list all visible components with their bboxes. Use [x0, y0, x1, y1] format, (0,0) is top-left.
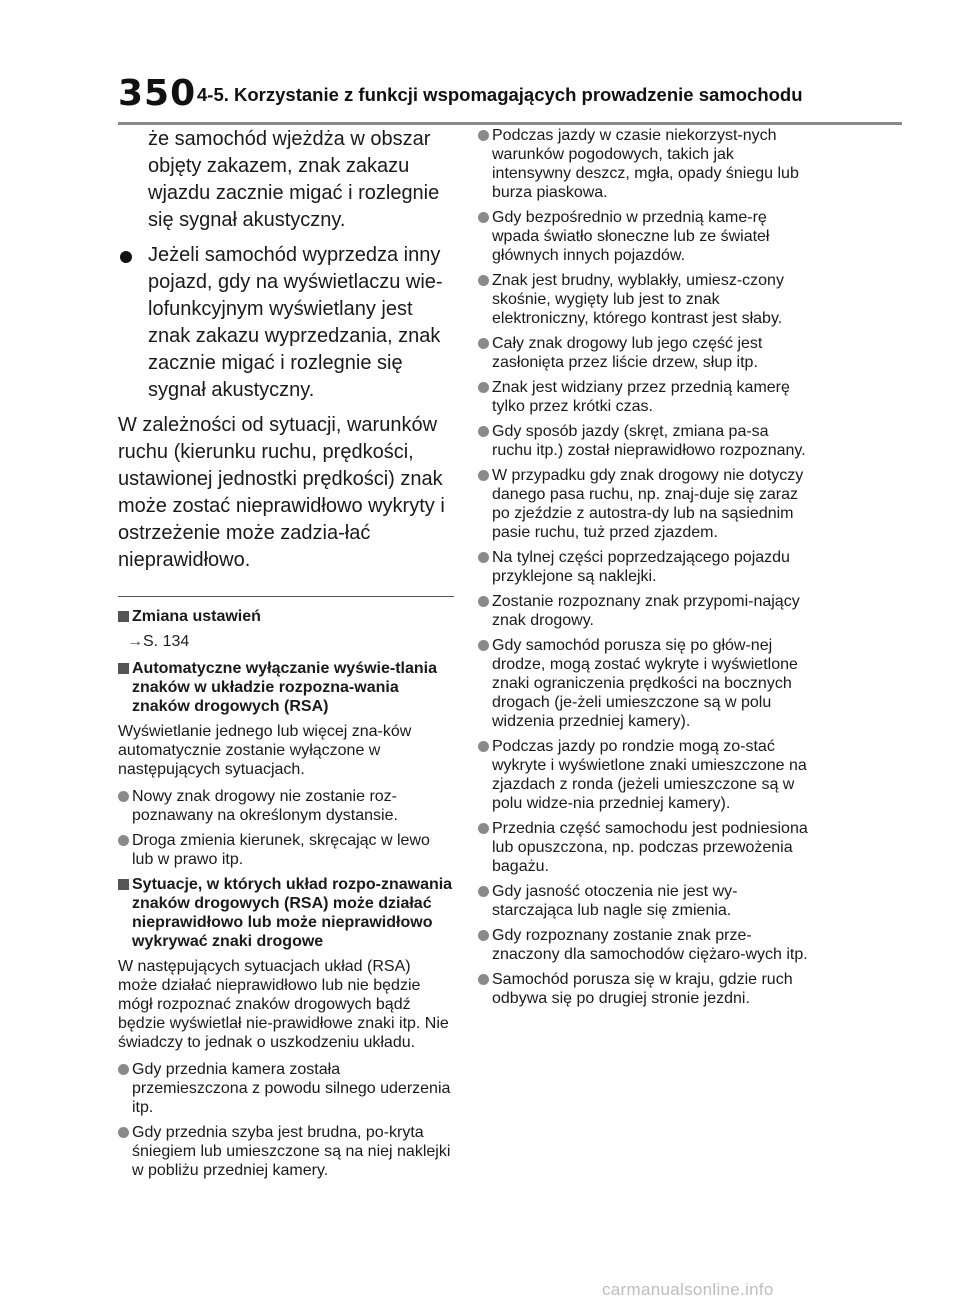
bullet-overtake	[118, 242, 454, 404]
list-item: Zostanie rozpoznany znak przypomi-nający znak drogowy.	[478, 592, 808, 630]
page-number: 350	[118, 73, 197, 114]
list-item: W przypadku gdy znak drogowy nie dotyczy danego pasa ruchu, np. znaj-duje się zaraz po zjeździe z autostra-dy lub na sąsiednim pasie ruchu, tuż przed zjazdem.	[478, 466, 808, 542]
square-bullet-icon	[118, 663, 129, 674]
left-column	[118, 126, 454, 1186]
bullet-icon	[478, 426, 489, 437]
header-divider	[118, 122, 902, 125]
square-bullet-icon	[118, 879, 129, 890]
bullet-icon	[478, 974, 489, 985]
bullet-icon	[118, 1064, 129, 1075]
bullet-icon	[118, 835, 129, 846]
bullet-overtake-text: Jeżeli samochód wyprzedza inny pojazd, gdy na wyświetlaczu wie-lofunkcyjnym wyświetlany jest znak zakazu wyprzedzania, znak zacznie migać i rozlegnie się sygnał akustyczny.	[148, 244, 443, 401]
square-bullet-icon	[118, 611, 129, 622]
auto-off-paragraph: Wyświetlanie jednego lub więcej zna-ków automatycznie zostanie wyłączone w następujących sytuacjach.	[118, 723, 412, 778]
bullet-icon	[478, 130, 489, 141]
section-settings-heading: Zmiana ustawień	[118, 607, 454, 626]
list-item: Gdy bezpośrednio w przednią kame-rę wpada światło słoneczne lub ze świateł głównych innych pojazdów.	[478, 208, 808, 265]
list-item: Na tylnej części poprzedzającego pojazdu przyklejone są naklejki.	[478, 548, 808, 586]
bullet-icon	[478, 823, 489, 834]
bullet-icon	[118, 1127, 129, 1138]
page-reference[interactable]: →S. 134	[127, 633, 190, 650]
bullet-icon	[478, 212, 489, 223]
arrow-right-icon: →	[127, 633, 143, 650]
small-text-block	[118, 607, 454, 1180]
large-text-block	[118, 126, 454, 574]
chapter-title: 4-5. Korzystanie z funkcji wspomagających prowadzenie samochodu	[197, 84, 803, 105]
malfunction-paragraph: W następujących sytuacjach układ (RSA) może działać nieprawidłowo lub nie będzie mógł rozpoznać znaków drogowych bądź będzie wyświetlał nie-prawidłowe znaki itp. Nie świadczy to jednak o uszkodzeniu układu.	[118, 958, 449, 1051]
list-item: Podczas jazdy w czasie niekorzyst-nych warunków pogodowych, takich jak intensywny deszcz, mgła, opady śniegu lub burza piaskowa.	[478, 126, 808, 202]
bullet-icon	[478, 338, 489, 349]
list-item: Droga zmienia kierunek, skręcając w lewo lub w prawo itp.	[118, 831, 454, 869]
bullet-icon	[478, 552, 489, 563]
bullet-icon	[478, 886, 489, 897]
list-item: Gdy samochód porusza się po głów-nej drodze, mogą zostać wykryte i wyświetlone znaki ograniczenia prędkości na bocznych drogach (je-żeli umieszczone są w polu widzenia przedniej kamery).	[478, 636, 808, 731]
section-auto-off-heading: Automatyczne wyłączanie wyświe-tlania znaków w układzie rozpozna-wania znaków drogowych (RSA)	[118, 659, 454, 716]
list-item: Gdy jasność otoczenia nie jest wy-starczająca lub nagle się zmienia.	[478, 882, 808, 920]
bullet-icon	[478, 741, 489, 752]
bullet-icon	[478, 930, 489, 941]
detection-paragraph: W zależności od sytuacji, warunków ruchu (kierunku ruchu, prędkości, ustawionej jednostki prędkości) znak może zostać nieprawidłowo wykryty i ostrzeżenie może zadzia-łać nieprawidłowo.	[118, 414, 445, 571]
bullet-icon	[478, 596, 489, 607]
bullet-icon	[478, 275, 489, 286]
list-item: Podczas jazdy po rondzie mogą zo-stać wykryte i wyświetlone znaki umieszczone na zjazdach z ronda (jeżeli umieszczone są w polu widze-nia przedniej kamery).	[478, 737, 808, 813]
list-item: Znak jest widziany przez przednią kamerę tylko przez krótki czas.	[478, 378, 808, 416]
list-item: Przednia część samochodu jest podniesiona lub opuszczona, np. podczas przewożenia bagażu.	[478, 819, 808, 876]
bullet-icon	[120, 251, 132, 263]
page-header	[118, 72, 902, 116]
watermark-text: carmanualsonline.info	[602, 1280, 774, 1299]
bullet-icon	[118, 791, 129, 802]
bullet-icon	[478, 640, 489, 651]
list-item: Gdy sposób jazdy (skręt, zmiana pa-sa ruchu itp.) został nieprawidłowo rozpoznany.	[478, 422, 808, 460]
list-item: Cały znak drogowy lub jego część jest zasłonięta przez liście drzew, słup itp.	[478, 334, 808, 372]
list-item: Nowy znak drogowy nie zostanie roz-poznawany na określonym dystansie.	[118, 787, 454, 825]
list-item: Gdy przednia kamera została przemieszczona z powodu silnego uderzenia itp.	[118, 1060, 454, 1117]
list-item: Gdy przednia szyba jest brudna, po-kryta śniegiem lub umieszczone są na niej naklejki w pobliżu przedniej kamery.	[118, 1123, 454, 1180]
list-item: Znak jest brudny, wyblakły, umiesz-czony skośnie, wygięty lub jest to znak elektroniczny, którego kontrast jest słaby.	[478, 271, 808, 328]
section-divider	[118, 596, 454, 597]
continued-text: że samochód wjeżdża w obszar objęty zakazem, znak zakazu wjazdu zacznie migać i rozlegnie się sygnał akustyczny.	[148, 128, 440, 231]
list-item: Gdy rozpoznany zostanie znak prze-znaczony dla samochodów ciężaro-wych itp.	[478, 926, 808, 964]
list-item: Samochód porusza się w kraju, gdzie ruch odbywa się po drugiej stronie jezdni.	[478, 970, 808, 1008]
right-column	[478, 126, 808, 1014]
section-malfunction-heading: Sytuacje, w których układ rozpo-znawania znaków drogowych (RSA) może działać nieprawidłowo lub może nieprawidłowo wykrywać znaki drogowe	[118, 875, 454, 951]
bullet-icon	[478, 382, 489, 393]
bullet-icon	[478, 470, 489, 481]
